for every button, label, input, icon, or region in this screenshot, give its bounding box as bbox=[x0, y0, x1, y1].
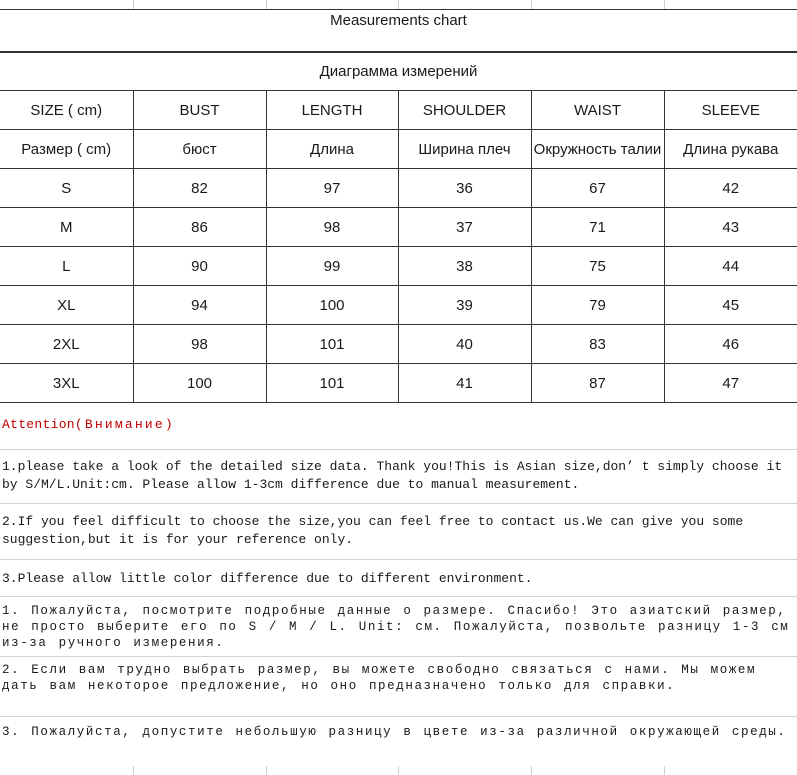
sleeve-cell: 46 bbox=[664, 325, 797, 364]
sleeve-cell: 47 bbox=[664, 364, 797, 403]
note-ru-1: 1. Пожалуйста, посмотрите подробные данные о размере. Спасибо! Это азиатский размер, не просто выберите его по S / M / L. Unit: см. Пожалуйста, позвольте разницу 1-3 см из-за ручного измерения. bbox=[2, 604, 790, 650]
waist-cell: 79 bbox=[531, 286, 664, 325]
bust-cell: 82 bbox=[133, 169, 266, 208]
length-cell: 101 bbox=[266, 325, 398, 364]
header-cell: бюст bbox=[133, 130, 266, 169]
length-cell: 99 bbox=[266, 247, 398, 286]
chart-title: Measurements chart bbox=[0, 9, 797, 52]
header-cell: Длина рукава bbox=[664, 130, 797, 169]
shoulder-cell: 39 bbox=[398, 286, 531, 325]
size-cell: S bbox=[0, 169, 133, 208]
header-cell: Размер ( cm) bbox=[0, 130, 133, 169]
waist-cell: 71 bbox=[531, 208, 664, 247]
size-cell: 3XL bbox=[0, 364, 133, 403]
size-cell: XL bbox=[0, 286, 133, 325]
header-cell: SIZE ( cm) bbox=[0, 91, 133, 130]
note-en-1: 1.please take a look of the detailed size data. Thank you!This is Asian size,don’ t simply choose it by S/M/L.Unit:cm. Please allow 1-3cm difference due to manual measurement. bbox=[2, 459, 783, 492]
shoulder-cell: 37 bbox=[398, 208, 531, 247]
bust-cell: 94 bbox=[133, 286, 266, 325]
table-row bbox=[0, 325, 797, 364]
size-cell: 2XL bbox=[0, 325, 133, 364]
header-cell: LENGTH bbox=[266, 91, 398, 130]
size-table bbox=[0, 90, 797, 403]
sleeve-cell: 43 bbox=[664, 208, 797, 247]
size-cell: M bbox=[0, 208, 133, 247]
length-cell: 97 bbox=[266, 169, 398, 208]
header-row-ru bbox=[0, 130, 797, 169]
shoulder-cell: 36 bbox=[398, 169, 531, 208]
header-cell: WAIST bbox=[531, 91, 664, 130]
table-row bbox=[0, 169, 797, 208]
note-en-2: 2.If you feel difficult to choose the size,you can feel free to contact us.We can give you some suggestion,but it is for your reference only. bbox=[2, 514, 744, 547]
header-cell: Окружность талии bbox=[531, 130, 664, 169]
attention-heading bbox=[2, 417, 175, 432]
note-ru-3: 3. Пожалуйста, допустите небольшую разницу в цвете из-за различной окружающей среды. bbox=[2, 725, 787, 739]
header-cell: SHOULDER bbox=[398, 91, 531, 130]
header-cell: SLEEVE bbox=[664, 91, 797, 130]
header-cell: BUST bbox=[133, 91, 266, 130]
waist-cell: 83 bbox=[531, 325, 664, 364]
note-ru-2: 2. Если вам трудно выбрать размер, вы можете свободно связаться с нами. Мы можем дать вам некоторое предложение, но оно предназначено только для справки. bbox=[2, 663, 757, 693]
header-cell: Ширина плеч bbox=[398, 130, 531, 169]
size-cell: L bbox=[0, 247, 133, 286]
bust-cell: 98 bbox=[133, 325, 266, 364]
table-row bbox=[0, 208, 797, 247]
table-row bbox=[0, 247, 797, 286]
note-en-3: 3.Please allow little color difference due to different environment. bbox=[2, 571, 533, 586]
bust-cell: 100 bbox=[133, 364, 266, 403]
waist-cell: 75 bbox=[531, 247, 664, 286]
length-cell: 101 bbox=[266, 364, 398, 403]
shoulder-cell: 41 bbox=[398, 364, 531, 403]
waist-cell: 67 bbox=[531, 169, 664, 208]
waist-cell: 87 bbox=[531, 364, 664, 403]
sleeve-cell: 42 bbox=[664, 169, 797, 208]
table-row bbox=[0, 286, 797, 325]
table-row bbox=[0, 364, 797, 403]
shoulder-cell: 38 bbox=[398, 247, 531, 286]
length-cell: 98 bbox=[266, 208, 398, 247]
bottom-grid-edge bbox=[0, 766, 797, 775]
shoulder-cell: 40 bbox=[398, 325, 531, 364]
attention-label-ru: (Внимание) bbox=[74, 417, 175, 432]
sleeve-cell: 44 bbox=[664, 247, 797, 286]
header-row-en bbox=[0, 91, 797, 130]
length-cell: 100 bbox=[266, 286, 398, 325]
bust-cell: 90 bbox=[133, 247, 266, 286]
chart-subtitle: Диаграмма измерений bbox=[0, 52, 797, 91]
header-cell: Длина bbox=[266, 130, 398, 169]
bust-cell: 86 bbox=[133, 208, 266, 247]
sleeve-cell: 45 bbox=[664, 286, 797, 325]
attention-label-en: Attention bbox=[2, 417, 75, 432]
